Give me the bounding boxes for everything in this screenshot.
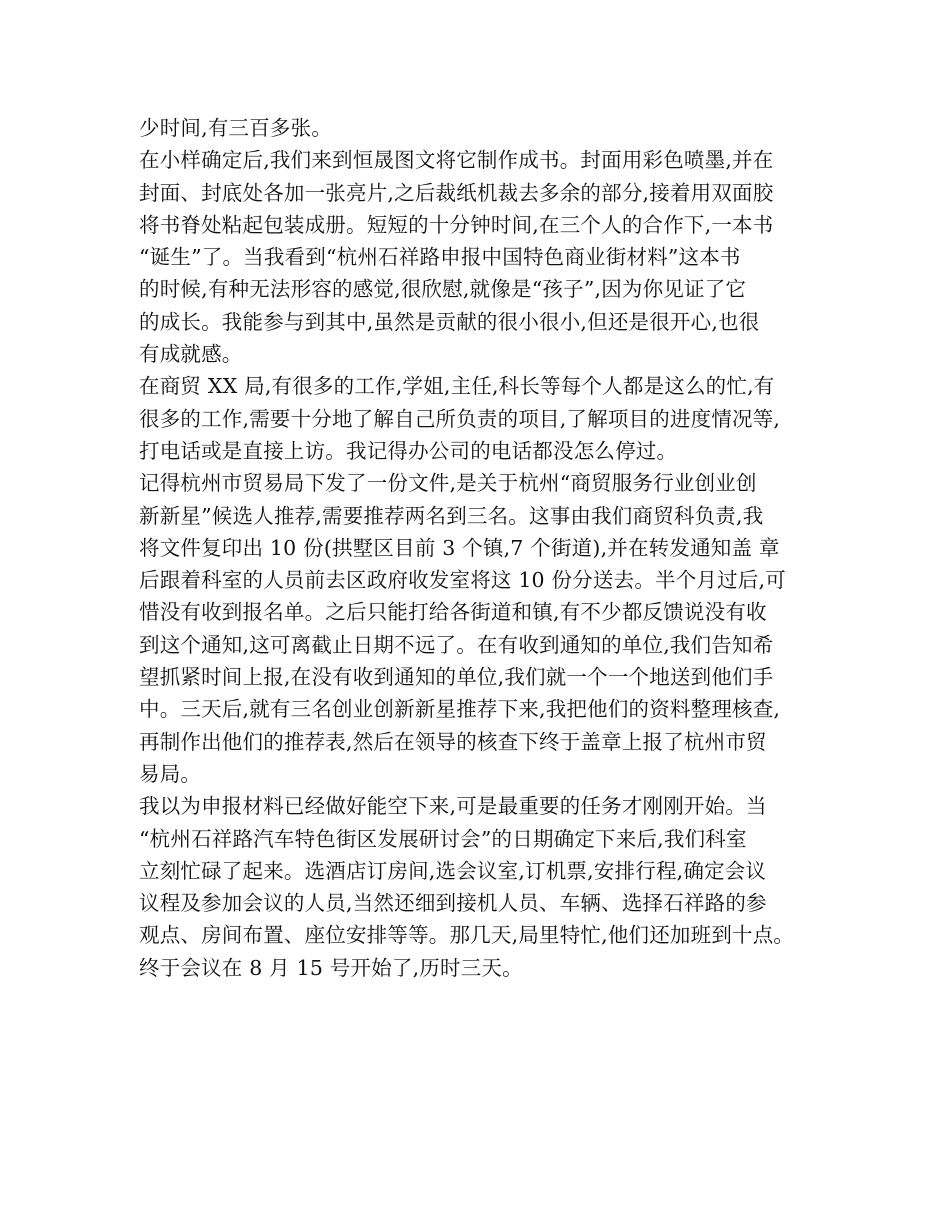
text-line: 立刻忙碌了起来。选酒店订房间,选会议室,订机票,安排行程,确定会议 (139, 858, 767, 883)
text-line: 到这个通知,这可离截止日期不远了。在有收到通知的单位,我们告知希 (139, 632, 774, 657)
text-line: 有成就感。 (139, 342, 243, 367)
text-line: “诞生”了。当我看到“杭州石祥路申报中国特色商业街材料”这本书 (139, 245, 741, 270)
text-line: 将文件复印出 10 份(拱墅区目前 3 个镇,7 个街道),并在转发通知盖 章 (139, 535, 780, 560)
text-line: 打电话或是直接上访。我记得办公司的电话都没怎么停过。 (139, 438, 678, 463)
text-line: 中。三天后,就有三名创业创新新星推荐下来,我把他们的资料整理核查, (139, 697, 781, 722)
text-line: 在商贸 XX 局,有很多的工作,学姐,主任,科长等每个人都是这么的忙,有 (139, 374, 775, 399)
text-line: 的成长。我能参与到其中,虽然是贡献的很小很小,但还是很开心,也很 (139, 309, 760, 334)
text-line: 再制作出他们的推荐表,然后在领导的核查下终于盖章上报了杭州市贸 (139, 729, 767, 754)
text-line: 议程及参加会议的人员,当然还细到接机人员、车辆、选择石祥路的参 (139, 891, 767, 916)
text-line: 少时间,有三百多张。 (139, 116, 333, 140)
text-line: 很多的工作,需要十分地了解自己所负责的项目,了解项目的进度情况等, (139, 406, 781, 431)
text-line: 在小样确定后,我们来到恒晟图文将它制作成书。封面用彩色喷墨,并在 (139, 148, 774, 173)
document-body (139, 112, 829, 984)
text-line: 我以为申报材料已经做好能空下来,可是最重要的任务才刚刚开始。当 (139, 794, 767, 819)
text-line: 观点、房间布置、座位安排等等。那几天,局里特忙,他们还加班到十点。 (139, 923, 795, 948)
text-line: 将书脊处粘起包装成册。短短的十分钟时间,在三个人的合作下,一本书 (139, 212, 774, 237)
text-line: 封面、封底处各加一张亮片,之后裁纸机裁去多余的部分,接着用双面胶 (139, 180, 774, 205)
text-line: 望抓紧时间上报,在没有收到通知的单位,我们就一个一个地送到他们手 (139, 665, 774, 690)
text-line: “杭州石祥路汽车特色街区发展研讨会”的日期确定下来后,我们科室 (139, 826, 747, 851)
text-line: 的时候,有种无法形容的感觉,很欣慰,就像是“孩子”,因为你见证了它 (139, 277, 747, 302)
text-line: 记得杭州市贸易局下发了一份文件,是关于杭州“商贸服务行业创业创 (139, 471, 757, 496)
text-line: 惜没有收到报名单。之后只能打给各街道和镇,有不少都反馈说没有收 (139, 600, 767, 625)
text-line: 新新星”候选人推荐,需要推荐两名到三名。这事由我们商贸科负责,我 (139, 503, 764, 528)
text-line: 后跟着科室的人员前去区政府收发室将这 10 份分送去。半个月过后,可 (139, 568, 786, 593)
text-line: 终于会议在 8 月 15 号开始了,历时三天。 (139, 955, 523, 980)
text-line: 易局。 (139, 761, 202, 786)
